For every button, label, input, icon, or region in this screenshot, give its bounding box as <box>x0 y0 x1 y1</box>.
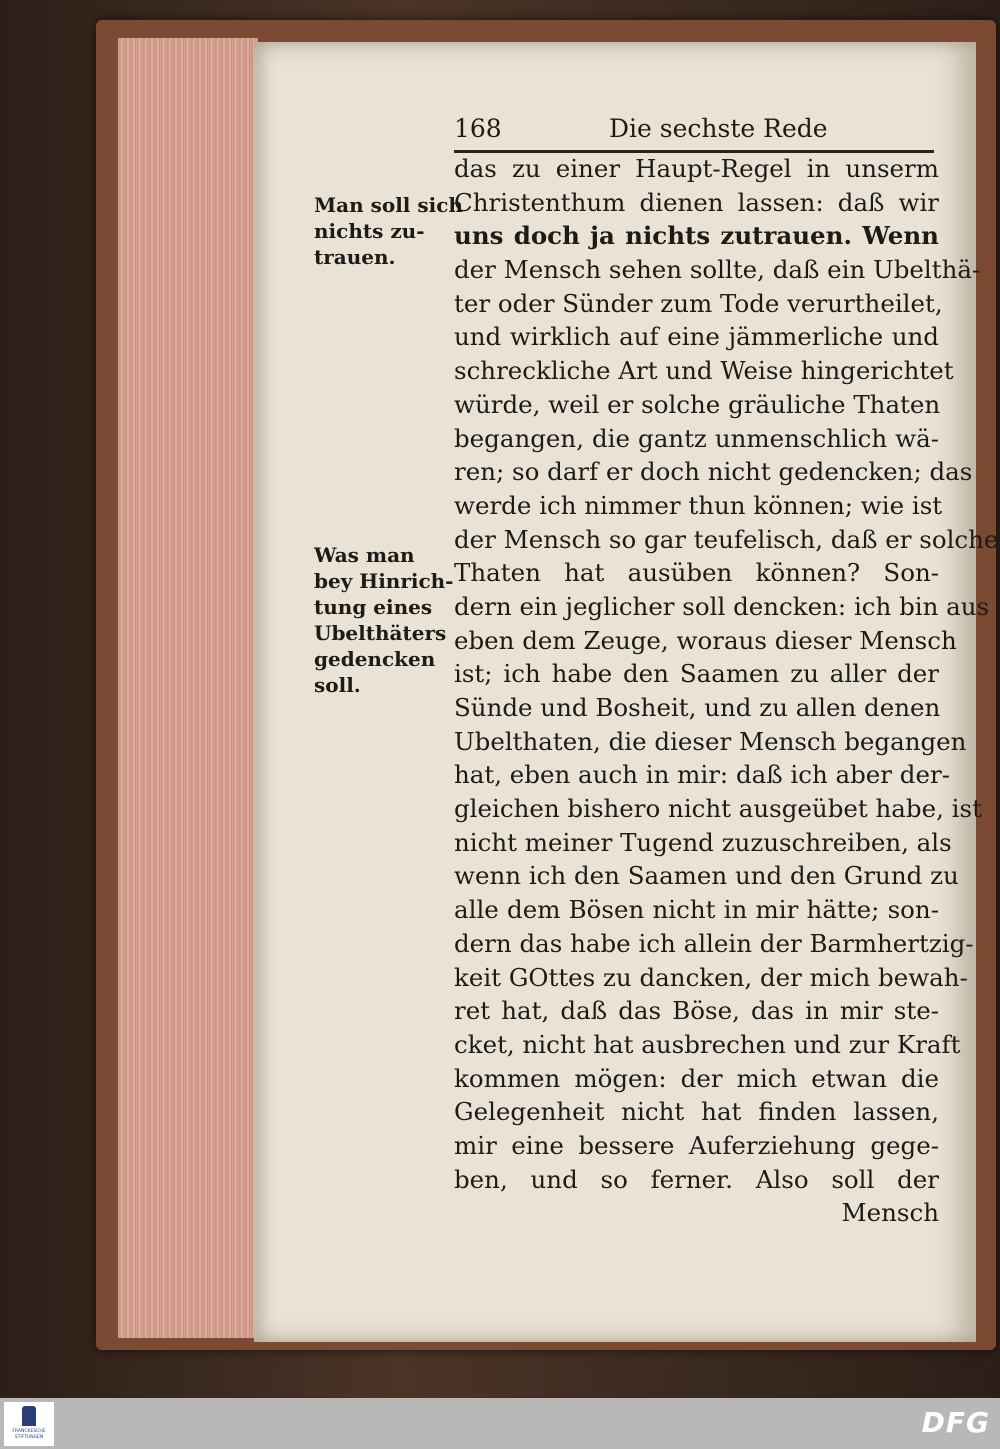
text-line: kommen mögen: der mich etwan die <box>454 1063 939 1093</box>
marginal-note-line: Was man <box>314 543 415 567</box>
text-line: Ubelthaten, die dieser Mensch begangen <box>454 726 967 756</box>
franckesche-logo[interactable] <box>4 1402 54 1446</box>
page-header <box>454 110 934 153</box>
text-line: Sünde und Bosheit, und zu allen denen <box>454 693 941 722</box>
marginal-note <box>314 192 463 270</box>
text-line: eben dem Zeuge, woraus dieser Mensch <box>454 625 957 655</box>
dfg-logo[interactable]: DFG <box>921 1406 990 1439</box>
marginal-note-line: Ubelthäters <box>314 621 447 645</box>
marginal-note <box>314 542 454 698</box>
text-line: begangen, die gantz unmenschlich wä- <box>454 423 939 453</box>
marginal-note-line: tung eines <box>314 595 433 619</box>
text-line: dern ein jeglicher soll dencken: ich bin aus <box>454 591 990 621</box>
marginal-note-line: nichts zu- <box>314 219 425 243</box>
page-edges <box>118 38 258 1338</box>
text-line: das zu einer Haupt-Regel in unserm <box>454 154 939 183</box>
text-line: und wirklich auf eine jämmerliche und <box>454 322 939 352</box>
text-line: Gelegenheit nicht hat finden lassen, <box>454 1097 939 1127</box>
text-line: mir eine bessere Auferziehung gege- <box>454 1130 939 1160</box>
marginal-note-line: bey Hinrich- <box>314 569 454 593</box>
text-line: der Mensch sehen sollte, daß ein Ubelthä- <box>454 255 981 285</box>
text-line: würde, weil er solche gräuliche Thaten <box>454 389 941 419</box>
text-line: dern das habe ich allein der Barmhertzig- <box>454 928 974 958</box>
marginal-note-line: Man soll sich <box>314 193 463 217</box>
marginal-note-line: soll. <box>314 673 361 697</box>
marginal-note-line: gedencken <box>314 647 436 671</box>
text-line: ren; so darf er doch nicht gedencken; das <box>454 457 973 487</box>
running-title: Die sechste Rede <box>609 114 828 143</box>
text-line: nicht meiner Tugend zuzuschreiben, als <box>454 827 952 857</box>
catchword: Mensch <box>841 1198 939 1228</box>
orphanage-building-icon <box>22 1406 36 1426</box>
logo-text-line: STIFTUNGEN <box>14 1435 44 1440</box>
text-line: Thaten hat ausüben können? Son- <box>454 558 939 588</box>
logo-text-line: FRANCKESCHE <box>12 1429 46 1434</box>
logo-text <box>4 1429 54 1441</box>
text-line: uns doch ja nichts zutrauen. Wenn <box>454 221 939 251</box>
text-line: ist; ich habe den Saamen zu aller der <box>454 659 939 689</box>
text-line: Christenthum dienen lassen: daß wir <box>454 187 939 217</box>
text-line: der Mensch so gar teufelisch, daß er solche <box>454 524 999 554</box>
text-line: ret hat, daß das Böse, das in mir ste- <box>454 996 939 1026</box>
text-line: keit GOttes zu dancken, der mich bewah- <box>454 962 968 992</box>
text-line: ter oder Sünder zum Tode verurtheilet, <box>454 288 943 318</box>
text-line: schreckliche Art und Weise hingerichtet <box>454 356 954 386</box>
text-line: cket, nicht hat ausbrechen und zur Kraft <box>454 1029 961 1059</box>
text-line: hat, eben auch in mir: daß ich aber der- <box>454 760 950 790</box>
viewer-footer <box>0 1398 1000 1449</box>
text-line: wenn ich den Saamen und den Grund zu <box>454 861 959 891</box>
page-number: 168 <box>454 114 502 143</box>
book-page <box>254 42 999 1342</box>
text-line: alle dem Bösen nicht in mir hätte; son- <box>454 895 939 925</box>
marginal-note-line: trauen. <box>314 245 396 269</box>
text-line: gleichen bishero nicht ausgeübet habe, ist <box>454 794 982 824</box>
text-line: werde ich nimmer thun können; wie ist <box>454 490 943 520</box>
text-line: ben, und so ferner. Also soll der <box>454 1164 939 1194</box>
body-text <box>454 152 999 1230</box>
